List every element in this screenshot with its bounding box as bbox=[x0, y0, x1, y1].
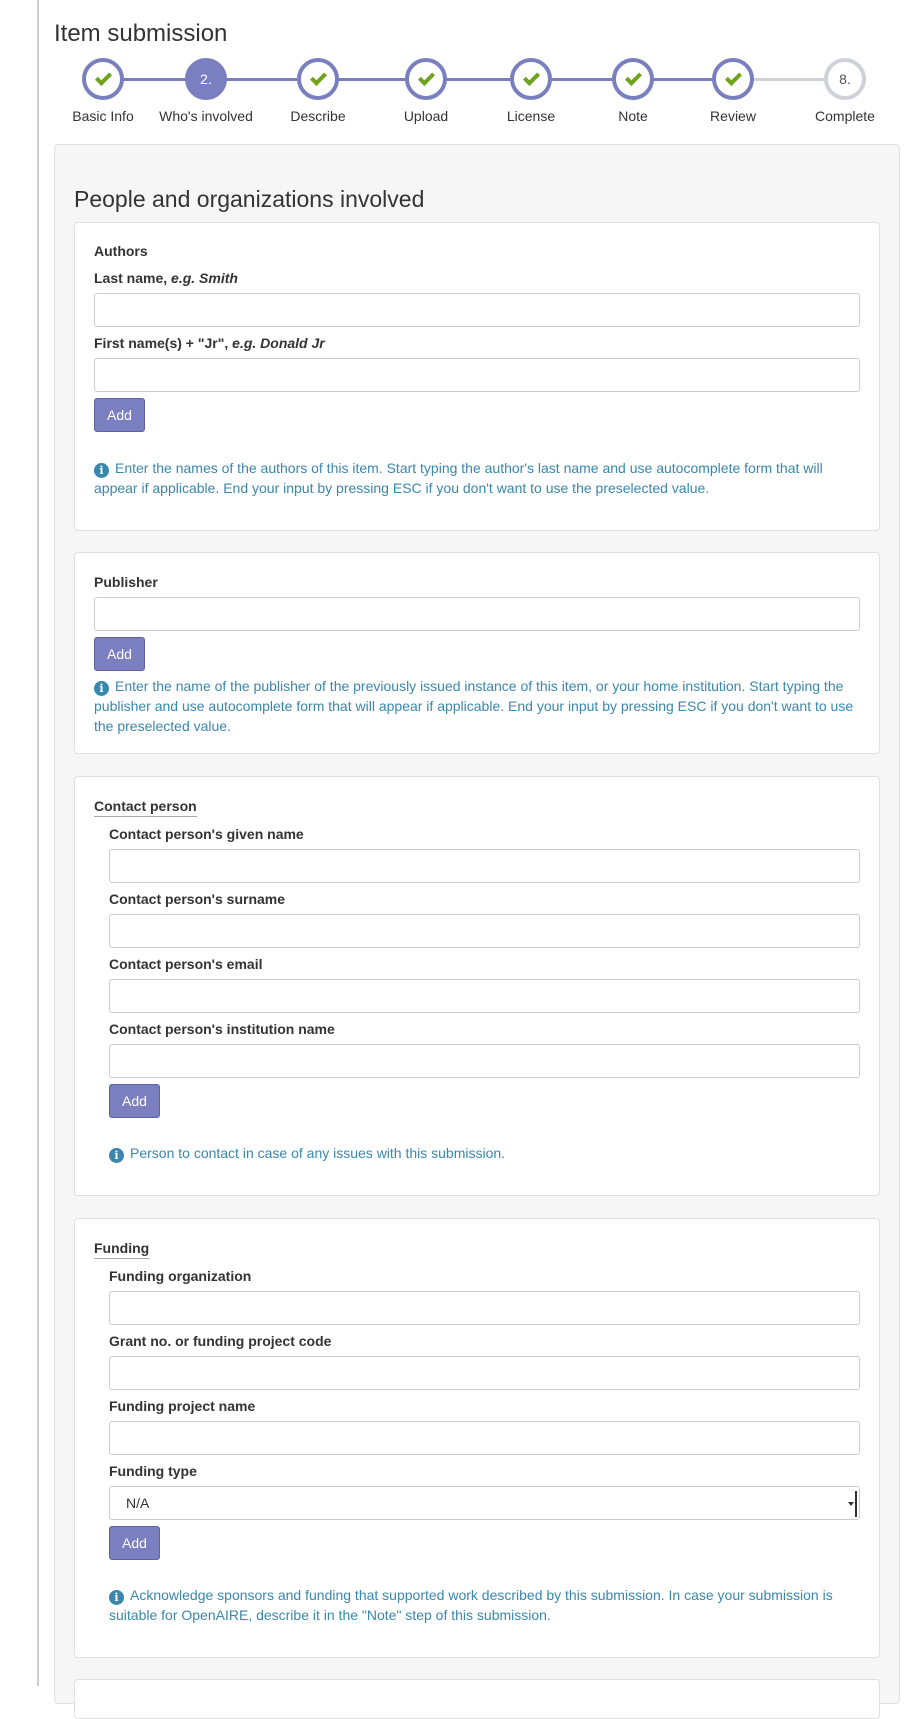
step-done-circle bbox=[612, 58, 654, 100]
funding-help bbox=[109, 1585, 861, 1625]
grant-number-label: Grant no. or funding project code bbox=[109, 1333, 332, 1349]
checkmark-icon bbox=[310, 69, 327, 86]
funding-project-name-label: Funding project name bbox=[109, 1398, 256, 1414]
step-done-circle bbox=[712, 58, 754, 100]
step-label: Who's involved bbox=[159, 108, 253, 124]
step-label: License bbox=[506, 108, 556, 124]
funding-project-name-input[interactable] bbox=[109, 1421, 860, 1455]
add-publisher-button[interactable]: Add bbox=[94, 637, 145, 671]
step-done-circle bbox=[510, 58, 552, 100]
dropdown-caret-icon bbox=[849, 1491, 857, 1517]
funding-heading: Funding bbox=[94, 1240, 149, 1259]
checkmark-icon bbox=[418, 69, 435, 86]
info-icon: i bbox=[109, 1148, 124, 1163]
page-title: Item submission bbox=[54, 20, 228, 47]
checkmark-icon bbox=[95, 69, 112, 86]
publisher-help bbox=[94, 676, 862, 736]
checkmark-icon bbox=[625, 69, 642, 86]
first-name-label bbox=[94, 335, 325, 351]
checkmark-icon bbox=[725, 69, 742, 86]
contact-email-label: Contact person's email bbox=[109, 956, 263, 972]
step-complete[interactable] bbox=[785, 58, 905, 124]
step-todo-circle: 8. bbox=[824, 58, 866, 100]
step-label: Complete bbox=[815, 108, 875, 124]
last-name-example: e.g. Smith bbox=[171, 270, 238, 286]
add-funding-button[interactable]: Add bbox=[109, 1526, 160, 1560]
last-name-label-text: Last name, bbox=[94, 270, 172, 286]
step-label: Basic Info bbox=[72, 108, 134, 124]
step-describe[interactable] bbox=[258, 58, 378, 124]
contact-surname-input[interactable] bbox=[109, 914, 860, 948]
contact-email-input[interactable] bbox=[109, 979, 860, 1013]
funding-type-label: Funding type bbox=[109, 1463, 197, 1479]
next-panel bbox=[74, 1679, 880, 1719]
step-upload[interactable] bbox=[366, 58, 486, 124]
info-icon: i bbox=[109, 1590, 124, 1605]
publisher-heading: Publisher bbox=[94, 574, 158, 590]
left-border bbox=[37, 0, 39, 1686]
step-done-circle bbox=[82, 58, 124, 100]
step-label: Describe bbox=[290, 108, 346, 124]
contact-heading: Contact person bbox=[94, 798, 197, 817]
publisher-help-text: Enter the name of the publisher of the previously issued instance of this item, or your home institution. Start typing the publisher and use autocomplete form that will appear if applicable. End your input by pressing ESC if you don't want to use the preselected value. bbox=[94, 678, 854, 734]
contact-institution-input[interactable] bbox=[109, 1044, 860, 1078]
last-name-label bbox=[94, 270, 238, 286]
grant-number-input[interactable] bbox=[109, 1356, 860, 1390]
info-icon: i bbox=[94, 463, 109, 478]
contact-help-text: Person to contact in case of any issues with this submission. bbox=[130, 1145, 506, 1161]
contact-institution-label: Contact person's institution name bbox=[109, 1021, 335, 1037]
step-review[interactable] bbox=[673, 58, 793, 124]
section-title: People and organizations involved bbox=[74, 186, 425, 212]
step-active-circle: 2. bbox=[185, 58, 227, 100]
add-contact-button[interactable]: Add bbox=[109, 1084, 160, 1118]
funding-organization-label: Funding organization bbox=[109, 1268, 252, 1284]
submission-stepper bbox=[0, 58, 915, 128]
info-icon: i bbox=[94, 681, 109, 696]
contact-help bbox=[109, 1143, 861, 1163]
first-name-label-text: First name(s) + "Jr", bbox=[94, 335, 233, 351]
step-whos-involved[interactable] bbox=[146, 58, 266, 124]
contact-surname-label: Contact person's surname bbox=[109, 891, 286, 907]
first-name-input[interactable] bbox=[94, 358, 860, 392]
authors-help-text: Enter the names of the authors of this item. Start typing the author's last name and use autocomplete form that will appear if applicable. End your input by pressing ESC if you don't want to use the preselected value. bbox=[94, 460, 823, 496]
step-done-circle bbox=[405, 58, 447, 100]
contact-given-name-label: Contact person's given name bbox=[109, 826, 304, 842]
step-done-circle bbox=[297, 58, 339, 100]
step-label: Review bbox=[710, 108, 756, 124]
funding-help-text: Acknowledge sponsors and funding that supported work described by this submission. In case your submission is suitable for OpenAIRE, describe it in the "Note" step of this submission. bbox=[109, 1587, 833, 1623]
step-label: Upload bbox=[403, 108, 449, 124]
authors-heading: Authors bbox=[94, 243, 148, 259]
add-author-button[interactable]: Add bbox=[94, 398, 145, 432]
funding-type-select[interactable] bbox=[109, 1486, 860, 1520]
funding-organization-input[interactable] bbox=[109, 1291, 860, 1325]
contact-given-name-input[interactable] bbox=[109, 849, 860, 883]
funding-type-value: N/A bbox=[126, 1495, 150, 1511]
publisher-input[interactable] bbox=[94, 597, 860, 631]
last-name-input[interactable] bbox=[94, 293, 860, 327]
authors-help bbox=[94, 458, 862, 498]
first-name-example: e.g. Donald Jr bbox=[232, 335, 325, 351]
checkmark-icon bbox=[523, 69, 540, 86]
step-label: Note bbox=[618, 108, 648, 124]
step-basic-info[interactable] bbox=[43, 58, 163, 124]
